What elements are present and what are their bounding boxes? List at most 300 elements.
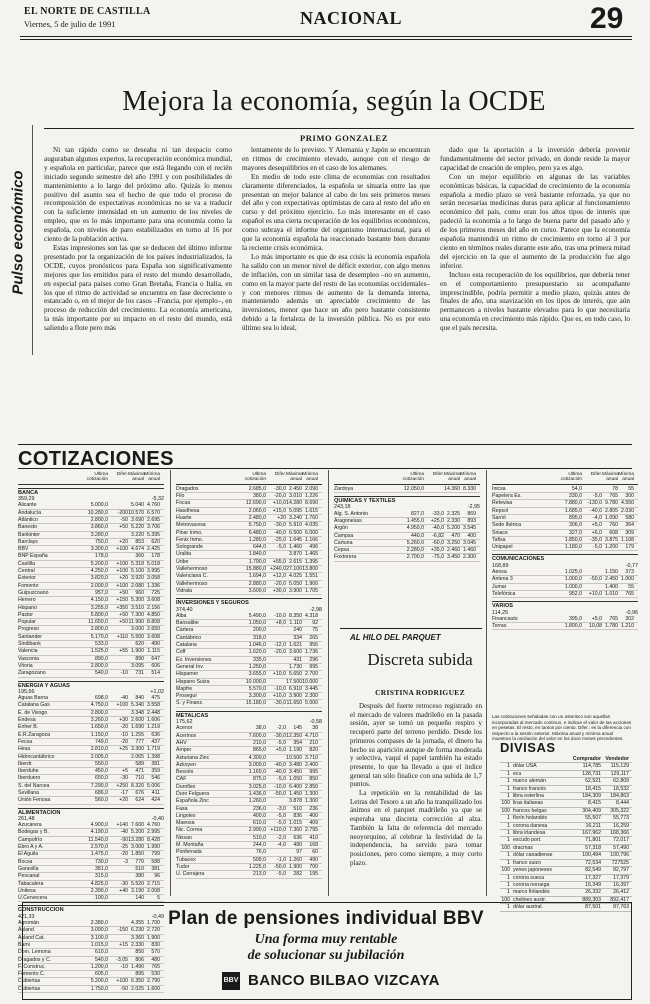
- table-row: [176, 493, 322, 500]
- table-cell: 200,0: [253, 627, 266, 634]
- table-cell: 3.480: [289, 761, 302, 768]
- table-row: [18, 670, 164, 677]
- table-cell: 11.650: [286, 700, 302, 707]
- table-cell: 956: [309, 642, 318, 649]
- table-cell: 2.880,0: [248, 580, 266, 587]
- sector-name: ENERGIA Y AGUAS: [18, 681, 164, 689]
- table-cell: Ebro A y A.: [18, 844, 44, 851]
- table-cell: [266, 849, 286, 855]
- table-cell: 1.336: [147, 582, 160, 589]
- table-row: [18, 783, 164, 790]
- table-cell: Filo: [176, 493, 185, 500]
- table-cell: Cantábrico: [176, 634, 202, 641]
- sector-index-change: -2,95: [467, 504, 480, 511]
- table-cell: +50: [119, 619, 128, 626]
- table-cell: Tabacalera: [18, 880, 44, 887]
- column-header: Mínima anual: [144, 472, 160, 483]
- table-cell: 1.800,0: [564, 623, 582, 630]
- table-cell: -20,0: [274, 580, 286, 587]
- column-header: Mínima anual: [302, 472, 318, 483]
- table-cell: -10: [120, 670, 128, 677]
- table-row: [18, 568, 164, 575]
- table-cell: dólar canadiense: [513, 852, 553, 859]
- table-cell: Vallehermoso: [176, 566, 208, 573]
- table-cell: 480: [151, 956, 160, 963]
- table-cell: 210: [309, 739, 318, 746]
- sector-index-value: 374,40: [176, 606, 193, 613]
- table-cell: [108, 532, 128, 538]
- table-row: [18, 888, 164, 895]
- table-cell: 2.700,0: [406, 554, 424, 561]
- table-row: [176, 551, 322, 558]
- table-cell: Bankinter: [18, 531, 40, 538]
- table-cell: 2.995: [147, 829, 160, 836]
- table-cell: 1: [507, 881, 510, 888]
- table-cell: 8.330: [463, 485, 476, 492]
- table-cell: -40,0: [590, 507, 602, 514]
- sector-name: INVERSIONES Y SEGUROS: [176, 598, 322, 606]
- table-cell: 140: [135, 895, 144, 902]
- table-cell: -3,05: [116, 956, 128, 963]
- table-cell: 4.250,0: [90, 568, 108, 575]
- table-cell: 3.920: [131, 575, 144, 582]
- table-cell: 490: [309, 856, 318, 863]
- sector-name: QUIMICAS Y TEXTILES: [334, 496, 480, 504]
- table-cell: 17.500: [286, 678, 302, 685]
- byline: PRIMO GONZALEZ: [300, 133, 388, 143]
- table-cell: -50,0: [590, 576, 602, 583]
- table-cell: 1.260,0: [248, 798, 266, 805]
- table-cell: 2.800,0: [90, 709, 108, 716]
- table-cell: 5.340: [131, 702, 144, 709]
- discreta-author: CRISTINA RODRIGUEZ: [375, 688, 465, 697]
- table-row: [334, 540, 480, 547]
- column-header: Máxima anual: [286, 472, 303, 483]
- table-cell: 827,0: [411, 510, 424, 517]
- table-cell: 210,0: [253, 739, 266, 746]
- table-cell: 1.400: [605, 583, 618, 590]
- table-cell: -20: [120, 851, 128, 858]
- table-cell: 1.200: [605, 544, 618, 551]
- headline-rule: [44, 128, 634, 129]
- table-cell: 2.795: [305, 827, 318, 834]
- table-row: [18, 575, 164, 582]
- table-cell: 12.690,0: [245, 500, 266, 507]
- table-cell: 3.608: [147, 597, 160, 604]
- table-cell: +100: [116, 978, 128, 985]
- table-cell: 3.450: [447, 554, 460, 561]
- table-cell: 244,0: [253, 842, 266, 849]
- discreta-paragraph: Después del fuerte retroceso registrado en el mercado de valores madrileño en la pasada sesión, ayer se tomó un pequeño respiro y recuperó parte del terreno perdido. Desde los primeros compases de la jornada, el dinero ha hecho su aparición aunque de forma moderada y selectiva, vaquí el papel también ha estado presente, lo que ha llevado a que el índice general tan sólo finalice con una subida de 1,7 puntos.: [350, 702, 482, 789]
- table-cell: 2.805: [605, 507, 618, 514]
- table-cell: 78: [612, 485, 618, 492]
- table-cell: -200: [117, 509, 128, 516]
- column-header: Vendedor: [605, 756, 629, 762]
- table-cell: Unión Fenosa: [18, 797, 51, 804]
- table-cell: 97: [296, 849, 302, 856]
- table-cell: 2.000,0: [90, 582, 108, 589]
- table-cell: 10.570: [128, 509, 144, 516]
- table-cell: 710: [135, 775, 144, 782]
- table-cell: 431: [293, 656, 302, 663]
- table-cell: 1.790,0: [248, 558, 266, 565]
- table-cell: 265: [309, 634, 318, 641]
- table-cell: 5.040: [131, 502, 144, 509]
- table-cell: 1.490: [131, 963, 144, 970]
- table-cell: Fenix Inmo.: [176, 536, 204, 543]
- table-cell: 305,322: [610, 807, 629, 814]
- table-cell: 300: [625, 493, 634, 500]
- table-cell: 2.400: [305, 761, 318, 768]
- table-cell: Alg. S. Antonio: [334, 510, 369, 517]
- table-row: [18, 605, 164, 612]
- table-cell: 437: [151, 738, 160, 745]
- table-cell: BNP España: [18, 553, 48, 560]
- table-cell: 9.780: [605, 500, 618, 507]
- article-paragraph: dado que la aportación a la inversión debería provenir fundamentalmente del sector privado, en donde reside la mayor capacidad de creación de empleo, pero ya es algo.: [440, 146, 630, 172]
- table-cell: 1.150: [605, 569, 618, 576]
- table-cell: 179: [625, 544, 634, 551]
- table-cell: BBV: [18, 546, 29, 553]
- quotes-table-b: [176, 472, 322, 879]
- table-cell: Bansalibe: [176, 620, 199, 627]
- table-cell: -1,0: [277, 856, 286, 863]
- sector-index-change: -0,58: [309, 719, 322, 726]
- table-cell: 1: [507, 793, 510, 800]
- table-cell: -3: [123, 858, 128, 865]
- table-cell: 55: [628, 583, 634, 590]
- table-row: [500, 867, 632, 874]
- table-cell: 1.200,0: [90, 963, 108, 970]
- table-cell: 5.910: [289, 522, 302, 529]
- table-cell: Valencia: [18, 648, 38, 655]
- table-cell: Bocsa: [18, 858, 33, 865]
- table-cell: 6.910: [289, 685, 302, 692]
- table-row: [176, 581, 322, 588]
- table-cell: 2.990,0: [248, 827, 266, 834]
- column-header: Mínima anual: [460, 472, 476, 483]
- table-row: [18, 510, 164, 517]
- table-cell: 82,797: [613, 867, 629, 874]
- table-cell: 7.360: [289, 827, 302, 834]
- column-header: Ultima cotización: [244, 472, 266, 483]
- table-row: [500, 778, 632, 785]
- table-cell: 3.300: [131, 746, 144, 753]
- table-cell: Endesa: [18, 717, 36, 724]
- table-cell: 869: [467, 510, 476, 517]
- table-cell: 3.558: [147, 702, 160, 709]
- table-cell: +140: [116, 822, 128, 829]
- table-cell: 1.780: [605, 623, 618, 630]
- table-cell: libra irlandesa: [513, 830, 546, 837]
- table-cell: 5.000: [305, 700, 318, 707]
- table-cell: 76,0: [255, 849, 266, 856]
- sector-index-value: 114,25: [492, 609, 509, 616]
- table-cell: 100: [501, 807, 510, 814]
- table-row: [18, 710, 164, 717]
- table-header: [500, 756, 632, 763]
- table-cell: 2.425: [147, 546, 160, 553]
- table-cell: 514: [151, 670, 160, 677]
- table-row: [500, 860, 632, 867]
- table-cell: 636: [293, 834, 302, 841]
- table-row: [18, 829, 164, 836]
- table-cell: 510: [293, 805, 302, 812]
- table-cell: 5.000,0: [90, 502, 108, 509]
- table-cell: 1: [507, 852, 510, 859]
- table-cell: 1.685,0: [564, 507, 582, 514]
- table-cell: 3.000: [131, 844, 144, 851]
- table-cell: 605,0: [95, 971, 108, 978]
- table-cell: 1.450: [289, 790, 302, 797]
- quotes-footnote: Las cotizaciones señaladas con un asterisco son aquellas incorporadas al mercado continuo, e indican el valor de las acciones en pesetas. El resto, en tantos por ciento. Difer.: es la diferencia con respecto a la sesión anterior. Máxima anual y mínima anual muestran la oscilación del valor en los doce meses precedentes.: [492, 714, 632, 742]
- table-row: [18, 597, 164, 604]
- table-cell: 75: [312, 627, 318, 634]
- column-header: Ultima cotización: [560, 472, 582, 483]
- article-paragraph: lentamente de lo previsto. Y Alemania y Japón se encuentran en ritmos de crecimiento elevado, aunque con el riesgo de mayores desequilibrios en el caso de los alemanes.: [242, 146, 430, 172]
- table-cell: 5.750,0: [248, 522, 266, 529]
- table-cell: 875,0: [253, 776, 266, 783]
- table-cell: 100,0: [95, 895, 108, 902]
- table-cell: 3.690: [131, 517, 144, 523]
- column-header: Ultima cotización: [86, 472, 108, 483]
- table-cell: 1.160,0: [248, 769, 266, 776]
- table-cell: 424: [151, 797, 160, 804]
- column-header: [500, 756, 513, 762]
- table-cell: -40: [120, 695, 128, 702]
- table-cell: +250: [116, 782, 128, 789]
- table-cell: 1.090: [605, 515, 618, 521]
- table-cell: E.R.Zaragoza: [18, 731, 51, 738]
- table-cell: [424, 486, 444, 492]
- table-row: [500, 845, 632, 852]
- table-cell: 400: [467, 532, 476, 539]
- table-cell: Hasdhesa: [176, 507, 200, 514]
- table-cell: +110: [116, 633, 128, 640]
- table-cell: 610,0: [95, 949, 108, 956]
- table-cell: [108, 626, 128, 632]
- table-cell: 17,379: [613, 874, 629, 881]
- table-cell: -50,0: [274, 863, 286, 870]
- table-cell: 760: [609, 522, 618, 529]
- table-cell: Sede Ibérica: [492, 522, 522, 529]
- cotizaciones-rule-bottom: [18, 468, 632, 469]
- table-cell: 6.400: [289, 783, 302, 790]
- table-cell: 1.460: [289, 544, 302, 551]
- table-cell: 10.500: [286, 754, 302, 761]
- table-cell: 588: [151, 858, 160, 865]
- table-cell: Barclays: [18, 538, 38, 545]
- table-cell: Vallehermoso: [176, 580, 208, 587]
- side-label: Pulso económico: [9, 170, 27, 295]
- table-row: [176, 871, 322, 878]
- table-cell: 6.230: [131, 927, 144, 934]
- table-cell: 72,534: [585, 859, 601, 866]
- table-cell: 3.190: [131, 887, 144, 894]
- table-cell: Focsa: [176, 500, 191, 507]
- table-cell: 2.720: [147, 927, 160, 934]
- table-row: [500, 763, 632, 770]
- table-row: [176, 798, 322, 805]
- table-cell: 1: [507, 778, 510, 785]
- table-cell: Azucarera: [18, 822, 42, 829]
- table-cell: +100: [116, 568, 128, 575]
- column-header: Máxima anual: [128, 472, 145, 483]
- table-cell: 1.736: [305, 649, 318, 656]
- table-row: [176, 573, 322, 580]
- table-cell: +110,0: [270, 827, 286, 834]
- table-cell: 1: [507, 837, 510, 844]
- table-cell: 1.551: [305, 573, 318, 580]
- table-cell: Asturiana Zinc: [176, 754, 210, 761]
- table-cell: 1.050,0: [248, 620, 266, 627]
- divisas-title: DIVISAS: [500, 740, 556, 755]
- sector-index-value: 168,89: [492, 562, 509, 569]
- column-header: [513, 756, 573, 762]
- table-cell: +20: [277, 515, 286, 521]
- table-cell: Foxtorera: [334, 554, 357, 561]
- table-cell: Pescanal: [18, 873, 40, 880]
- table-cell: 533,0: [95, 641, 108, 648]
- table-cell: 55: [628, 485, 634, 492]
- table-cell: 8,444: [616, 800, 629, 807]
- table-cell: 7.290,0: [90, 782, 108, 789]
- column-header: [176, 472, 238, 483]
- table-cell: 381,0: [95, 865, 108, 872]
- table-cell: 3.250: [447, 539, 460, 546]
- table-cell: 5.220: [131, 524, 144, 531]
- table-cell: 3.300,0: [248, 693, 266, 700]
- table-row: [500, 875, 632, 882]
- table-cell: 1.015,0: [90, 941, 108, 948]
- table-row: [18, 717, 164, 724]
- table-cell: 1.398: [147, 753, 160, 760]
- table-cell: Vidrala: [176, 587, 193, 594]
- table-cell: Maeosa: [176, 820, 195, 827]
- table-cell: 7.300: [131, 611, 144, 618]
- table-cell: 1.840,0: [248, 551, 266, 558]
- table-cell: 890: [135, 655, 144, 662]
- table-cell: 3.900: [289, 587, 302, 594]
- divisas-table: [500, 756, 632, 912]
- table-cell: -2,0: [277, 725, 286, 732]
- table-cell: 550,0: [95, 760, 108, 767]
- table-cell: Enher B.: [18, 724, 39, 731]
- column-divider: [486, 470, 487, 896]
- article-column-3: [440, 146, 630, 333]
- table-cell: 960: [135, 589, 144, 596]
- table-cell: franco francés: [513, 785, 546, 792]
- cotizaciones-title: COTIZACIONES: [18, 448, 174, 470]
- table-row: [18, 732, 164, 739]
- table-cell: -5,0: [277, 776, 286, 783]
- cotizaciones-rule: [18, 444, 632, 445]
- table-cell: 2.800,0: [90, 626, 108, 633]
- table-row: [18, 866, 164, 873]
- table-row: [176, 820, 322, 827]
- table-cell: [108, 754, 128, 760]
- quotes-table-c: [334, 472, 480, 562]
- table-cell: 490: [151, 641, 160, 648]
- table-row: [176, 733, 322, 740]
- table-row: [176, 700, 322, 707]
- table-cell: Herrero: [18, 597, 36, 604]
- table-cell: 11.990: [128, 619, 144, 626]
- table-cell: +100: [116, 582, 128, 589]
- table-cell: 1.750,0: [90, 985, 108, 992]
- table-cell: 589: [135, 760, 144, 767]
- table-cell: +100: [116, 560, 128, 567]
- table-cell: 1: [507, 859, 510, 866]
- table-cell: 765: [625, 590, 634, 597]
- table-cell: Cubiertas: [18, 985, 41, 992]
- table-cell: CAF: [176, 776, 187, 783]
- table-cell: 72,017: [613, 837, 629, 844]
- table-cell: 1.280,0: [248, 536, 266, 543]
- table-cell: marco finlandés: [513, 889, 550, 896]
- table-row: [492, 508, 638, 515]
- sector-index-change: -2,98: [309, 606, 322, 613]
- table-cell: S. y Finanz.: [176, 700, 204, 707]
- table-cell: 18,532: [613, 785, 629, 792]
- table-cell: Antena 3: [492, 576, 513, 583]
- table-row: [500, 786, 632, 793]
- table-row: [18, 590, 164, 597]
- table-cell: 610,0: [253, 820, 266, 827]
- table-cell: 3.100,0: [90, 934, 108, 941]
- table-cell: 4.190,0: [90, 829, 108, 836]
- table-cell: [266, 627, 286, 633]
- table-cell: 4.674: [131, 546, 144, 553]
- table-cell: 6.480,0: [248, 529, 266, 536]
- table-cell: 698,0: [95, 695, 108, 702]
- table-cell: 3.608: [147, 633, 160, 640]
- table-row: [18, 746, 164, 753]
- table-cell: Nic. Correa: [176, 827, 203, 834]
- table-cell: Exterior: [18, 575, 36, 582]
- table-cell: 3.240: [289, 515, 302, 521]
- table-cell: Cubiertas: [18, 978, 41, 985]
- table-cell: 1.475,0: [90, 851, 108, 858]
- table-row: [18, 612, 164, 619]
- table-cell: Hispano Suiza: [176, 678, 210, 685]
- table-cell: 995: [309, 663, 318, 670]
- table-cell: Hispamer: [176, 671, 199, 678]
- table-row: [176, 740, 322, 747]
- discreta-body: [350, 702, 482, 867]
- table-cell: 5.018: [147, 560, 160, 567]
- table-cell: 893: [467, 518, 476, 524]
- table-cell: 4.300,0: [248, 754, 266, 761]
- table-cell: yenes japoneses: [513, 867, 552, 874]
- table-cell: 4.550: [621, 500, 634, 507]
- table-row: [176, 522, 322, 529]
- table-cell: marco alemán: [513, 778, 546, 785]
- table-cell: Acerinox: [176, 732, 197, 739]
- sector-index-change: -0,77: [625, 562, 638, 569]
- table-cell: 2.715: [147, 880, 160, 887]
- table-cell: Cepsa: [334, 547, 349, 554]
- table-cell: 3.875: [605, 536, 618, 543]
- table-cell: -90: [120, 836, 128, 843]
- table-cell: 184,863: [610, 793, 629, 800]
- table-cell: -3,0: [277, 805, 286, 812]
- table-cell: 5.095: [289, 507, 302, 514]
- sector-index-value: 359,29: [18, 496, 35, 503]
- table-cell: 471: [135, 768, 144, 775]
- table-row: [176, 686, 322, 693]
- table-cell: 10,08: [589, 623, 602, 630]
